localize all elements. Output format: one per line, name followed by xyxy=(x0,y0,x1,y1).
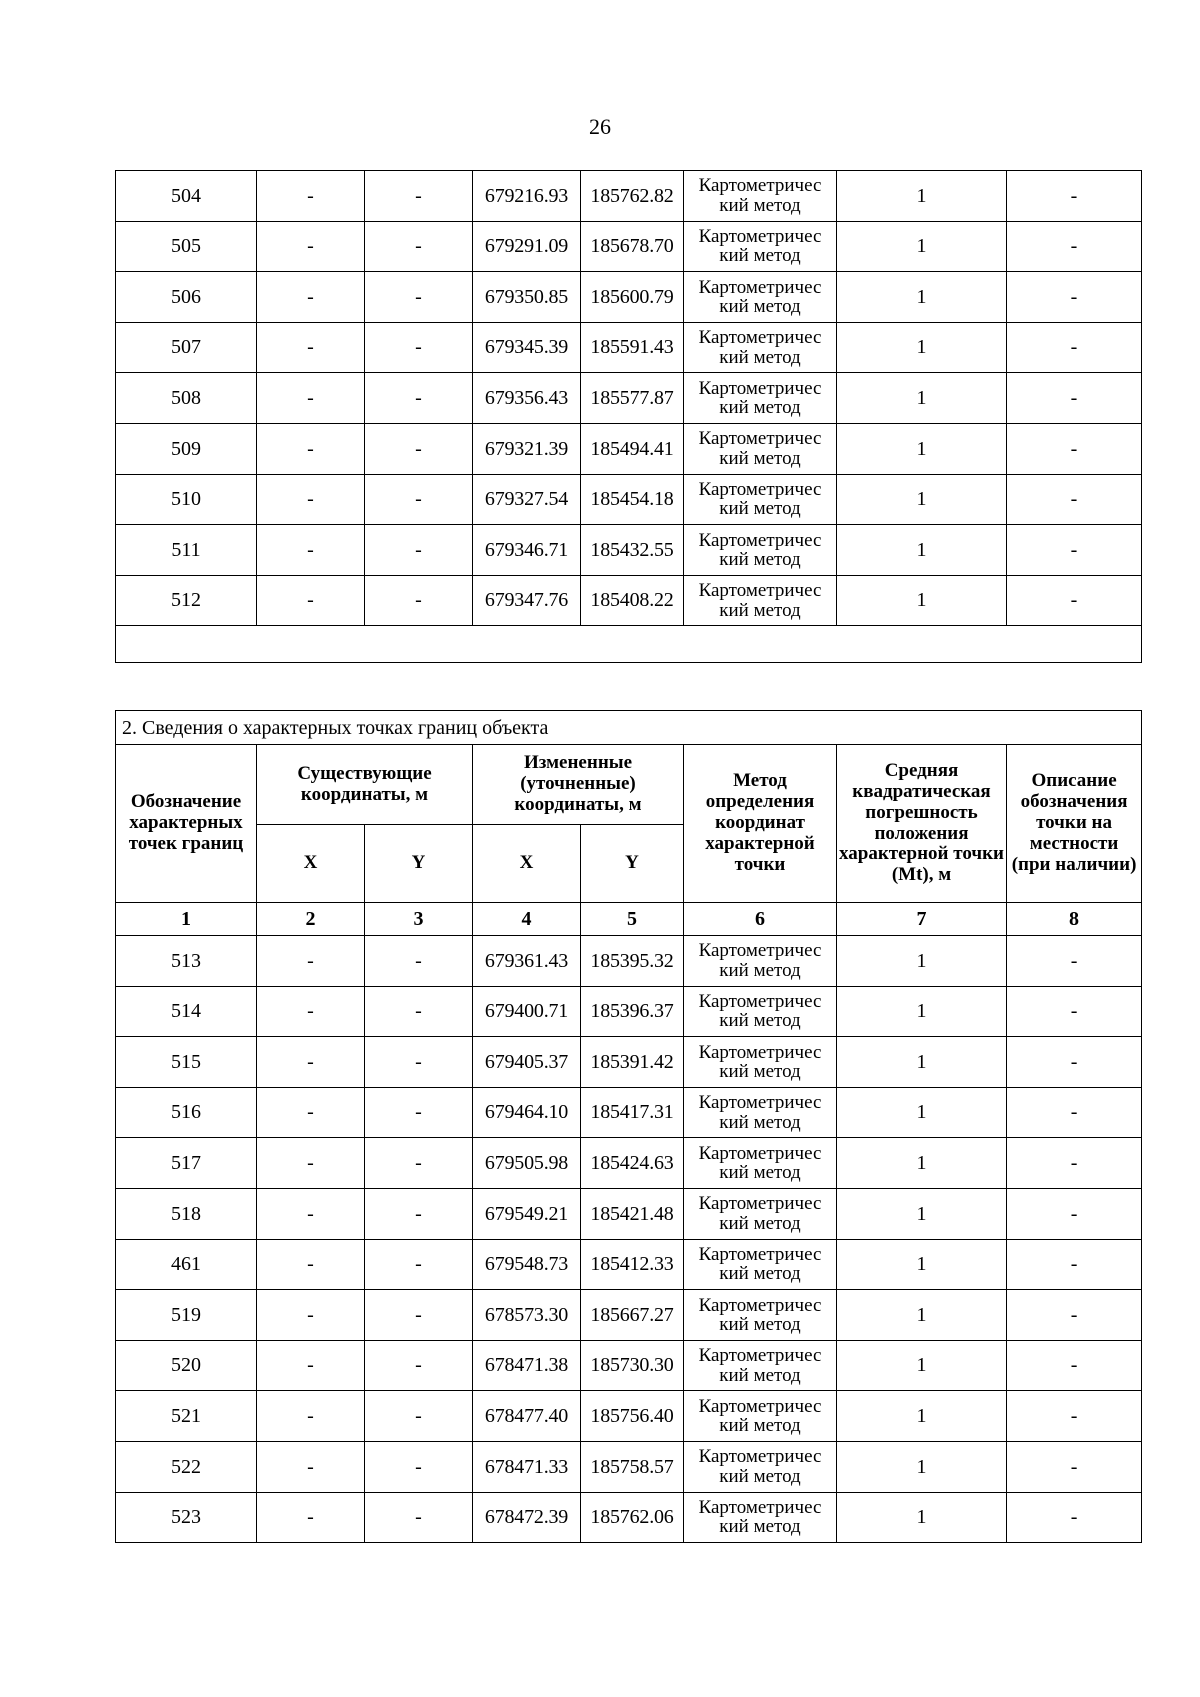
column-number: 7 xyxy=(837,903,1007,936)
cell-description: - xyxy=(1007,171,1142,222)
cell-existing-y: - xyxy=(365,525,473,576)
cell-y: 185494.41 xyxy=(581,423,684,474)
cell-y: 185421.48 xyxy=(581,1188,684,1239)
cell-method: Картометричес кий метод xyxy=(684,1391,837,1442)
cell-x: 679548.73 xyxy=(473,1239,581,1290)
table-row xyxy=(116,1239,1142,1290)
cell-x: 679405.37 xyxy=(473,1037,581,1088)
cell-y: 185432.55 xyxy=(581,525,684,576)
cell-method: Картометричес кий метод xyxy=(684,1037,837,1088)
cell-existing-y: - xyxy=(365,986,473,1037)
table-row xyxy=(116,171,1142,222)
header-method: Метод определения координат характерной точки xyxy=(684,745,837,903)
table-row xyxy=(116,1391,1142,1442)
column-number: 5 xyxy=(581,903,684,936)
cell-y: 185667.27 xyxy=(581,1290,684,1341)
cell-x: 678472.39 xyxy=(473,1492,581,1543)
cell-existing-x: - xyxy=(257,1492,365,1543)
cell-x: 678471.33 xyxy=(473,1441,581,1492)
cell-mean-error: 1 xyxy=(837,1492,1007,1543)
cell-existing-y: - xyxy=(365,272,473,323)
header-changed-x: X xyxy=(473,825,581,903)
table-row xyxy=(116,1492,1142,1543)
cell-x: 679350.85 xyxy=(473,272,581,323)
cell-mean-error: 1 xyxy=(837,525,1007,576)
cell-mean-error: 1 xyxy=(837,373,1007,424)
cell-existing-x: - xyxy=(257,474,365,525)
cell-x: 678471.38 xyxy=(473,1340,581,1391)
table-row xyxy=(116,1290,1142,1341)
table-row xyxy=(116,986,1142,1037)
cell-method: Картометричес кий метод xyxy=(684,986,837,1037)
cell-description: - xyxy=(1007,1340,1142,1391)
cell-mean-error: 1 xyxy=(837,272,1007,323)
cell-mean-error: 1 xyxy=(837,474,1007,525)
cell-description: - xyxy=(1007,1138,1142,1189)
cell-existing-x: - xyxy=(257,171,365,222)
cell-method: Картометричес кий метод xyxy=(684,1138,837,1189)
cell-mean-error: 1 xyxy=(837,1138,1007,1189)
cell-existing-x: - xyxy=(257,986,365,1037)
cell-mean-error: 1 xyxy=(837,171,1007,222)
table-row xyxy=(116,575,1142,626)
cell-y: 185678.70 xyxy=(581,221,684,272)
cell-y: 185591.43 xyxy=(581,322,684,373)
cell-method: Картометричес кий метод xyxy=(684,1188,837,1239)
cell-description: - xyxy=(1007,575,1142,626)
header-mean-error: Средняя квадратическая погрешность положения характерной точки (Mt), м xyxy=(837,745,1007,903)
header-existing-coords: Существующие координаты, м xyxy=(257,745,473,825)
cell-x: 679356.43 xyxy=(473,373,581,424)
cell-method: Картометричес кий метод xyxy=(684,221,837,272)
cell-method: Картометричес кий метод xyxy=(684,1239,837,1290)
cell-method: Картометричес кий метод xyxy=(684,373,837,424)
cell-point-id: 522 xyxy=(116,1441,257,1492)
cell-existing-x: - xyxy=(257,1391,365,1442)
cell-description: - xyxy=(1007,373,1142,424)
cell-point-id: 510 xyxy=(116,474,257,525)
cell-point-id: 511 xyxy=(116,525,257,576)
cell-y: 185396.37 xyxy=(581,986,684,1037)
header-existing-y: Y xyxy=(365,825,473,903)
cell-x: 679216.93 xyxy=(473,171,581,222)
cell-x: 678477.40 xyxy=(473,1391,581,1442)
cell-x: 679464.10 xyxy=(473,1087,581,1138)
table-row xyxy=(116,525,1142,576)
cell-description: - xyxy=(1007,1188,1142,1239)
cell-mean-error: 1 xyxy=(837,423,1007,474)
cell-description: - xyxy=(1007,1492,1142,1543)
cell-method: Картометричес кий метод xyxy=(684,171,837,222)
table-row xyxy=(116,1441,1142,1492)
column-number: 4 xyxy=(473,903,581,936)
cell-existing-x: - xyxy=(257,1340,365,1391)
cell-existing-x: - xyxy=(257,936,365,987)
cell-description: - xyxy=(1007,1290,1142,1341)
cell-y: 185417.31 xyxy=(581,1087,684,1138)
cell-method: Картометричес кий метод xyxy=(684,1492,837,1543)
table-row xyxy=(116,1087,1142,1138)
table-title: 2. Сведения о характерных точках границ объекта xyxy=(116,711,1142,745)
cell-y: 185454.18 xyxy=(581,474,684,525)
column-number: 1 xyxy=(116,903,257,936)
cell-existing-y: - xyxy=(365,1239,473,1290)
cell-existing-x: - xyxy=(257,221,365,272)
cell-y: 185577.87 xyxy=(581,373,684,424)
cell-mean-error: 1 xyxy=(837,221,1007,272)
table-row xyxy=(116,1188,1142,1239)
cell-existing-x: - xyxy=(257,1441,365,1492)
cell-mean-error: 1 xyxy=(837,1087,1007,1138)
cell-existing-x: - xyxy=(257,525,365,576)
cell-x: 679361.43 xyxy=(473,936,581,987)
cell-point-id: 514 xyxy=(116,986,257,1037)
cell-existing-x: - xyxy=(257,1239,365,1290)
table1-body xyxy=(116,171,1142,663)
cell-existing-y: - xyxy=(365,474,473,525)
cell-method: Картометричес кий метод xyxy=(684,474,837,525)
cell-y: 185391.42 xyxy=(581,1037,684,1088)
column-number: 6 xyxy=(684,903,837,936)
cell-mean-error: 1 xyxy=(837,1441,1007,1492)
cell-point-id: 516 xyxy=(116,1087,257,1138)
cell-description: - xyxy=(1007,1239,1142,1290)
cell-existing-y: - xyxy=(365,1087,473,1138)
cell-description: - xyxy=(1007,986,1142,1037)
cell-x: 679400.71 xyxy=(473,986,581,1037)
header-changed-coords: Измененные (уточненные) координаты, м xyxy=(473,745,684,825)
cell-mean-error: 1 xyxy=(837,1037,1007,1088)
cell-point-id: 505 xyxy=(116,221,257,272)
cell-point-id: 523 xyxy=(116,1492,257,1543)
cell-method: Картометричес кий метод xyxy=(684,423,837,474)
table2-header xyxy=(116,711,1142,936)
cell-y: 185600.79 xyxy=(581,272,684,323)
cell-point-id: 509 xyxy=(116,423,257,474)
cell-mean-error: 1 xyxy=(837,1188,1007,1239)
cell-method: Картометричес кий метод xyxy=(684,1340,837,1391)
cell-existing-x: - xyxy=(257,575,365,626)
cell-point-id: 508 xyxy=(116,373,257,424)
table-row xyxy=(116,1340,1142,1391)
cell-x: 679347.76 xyxy=(473,575,581,626)
cell-point-id: 506 xyxy=(116,272,257,323)
cell-mean-error: 1 xyxy=(837,986,1007,1037)
cell-existing-y: - xyxy=(365,171,473,222)
table-row xyxy=(116,373,1142,424)
cell-existing-y: - xyxy=(365,1188,473,1239)
empty-row xyxy=(116,626,1142,663)
empty-cell xyxy=(116,626,1142,663)
table-row xyxy=(116,423,1142,474)
cell-mean-error: 1 xyxy=(837,322,1007,373)
cell-existing-y: - xyxy=(365,1138,473,1189)
cell-method: Картометричес кий метод xyxy=(684,936,837,987)
cell-y: 185424.63 xyxy=(581,1138,684,1189)
cell-y: 185758.57 xyxy=(581,1441,684,1492)
cell-point-id: 517 xyxy=(116,1138,257,1189)
cell-existing-y: - xyxy=(365,423,473,474)
cell-existing-x: - xyxy=(257,423,365,474)
cell-description: - xyxy=(1007,1441,1142,1492)
cell-description: - xyxy=(1007,936,1142,987)
cell-existing-y: - xyxy=(365,575,473,626)
cell-mean-error: 1 xyxy=(837,936,1007,987)
cell-existing-y: - xyxy=(365,1441,473,1492)
cell-point-id: 512 xyxy=(116,575,257,626)
cell-existing-x: - xyxy=(257,1087,365,1138)
cell-y: 185762.82 xyxy=(581,171,684,222)
cell-existing-y: - xyxy=(365,1290,473,1341)
cell-method: Картометричес кий метод xyxy=(684,322,837,373)
cell-description: - xyxy=(1007,525,1142,576)
header-existing-x: X xyxy=(257,825,365,903)
cell-existing-x: - xyxy=(257,1290,365,1341)
cell-existing-x: - xyxy=(257,322,365,373)
cell-method: Картометричес кий метод xyxy=(684,1290,837,1341)
header-point-designation: Обозначение характерных точек границ xyxy=(116,745,257,903)
table-row xyxy=(116,936,1142,987)
cell-point-id: 504 xyxy=(116,171,257,222)
cell-point-id: 513 xyxy=(116,936,257,987)
cell-point-id: 507 xyxy=(116,322,257,373)
cell-existing-y: - xyxy=(365,1340,473,1391)
cell-x: 679327.54 xyxy=(473,474,581,525)
cell-existing-x: - xyxy=(257,1188,365,1239)
table-row xyxy=(116,1037,1142,1088)
cell-description: - xyxy=(1007,1037,1142,1088)
column-number: 2 xyxy=(257,903,365,936)
cell-mean-error: 1 xyxy=(837,1290,1007,1341)
header-description: Описание обозначения точки на местности (при наличии) xyxy=(1007,745,1142,903)
cell-existing-y: - xyxy=(365,373,473,424)
cell-x: 679345.39 xyxy=(473,322,581,373)
cell-existing-x: - xyxy=(257,373,365,424)
cell-existing-y: - xyxy=(365,1391,473,1442)
cell-existing-y: - xyxy=(365,221,473,272)
header-changed-y: Y xyxy=(581,825,684,903)
cell-method: Картометричес кий метод xyxy=(684,575,837,626)
cell-point-id: 461 xyxy=(116,1239,257,1290)
cell-existing-y: - xyxy=(365,1037,473,1088)
coordinates-table-continued xyxy=(115,170,1142,663)
cell-x: 679291.09 xyxy=(473,221,581,272)
cell-description: - xyxy=(1007,221,1142,272)
cell-x: 679505.98 xyxy=(473,1138,581,1189)
cell-description: - xyxy=(1007,322,1142,373)
table-row xyxy=(116,474,1142,525)
table-row xyxy=(116,322,1142,373)
cell-y: 185408.22 xyxy=(581,575,684,626)
cell-y: 185756.40 xyxy=(581,1391,684,1442)
column-number: 3 xyxy=(365,903,473,936)
cell-description: - xyxy=(1007,474,1142,525)
boundary-points-table xyxy=(115,710,1142,1543)
cell-existing-x: - xyxy=(257,1037,365,1088)
cell-existing-y: - xyxy=(365,322,473,373)
cell-x: 679346.71 xyxy=(473,525,581,576)
cell-point-id: 519 xyxy=(116,1290,257,1341)
column-number: 8 xyxy=(1007,903,1142,936)
cell-mean-error: 1 xyxy=(837,1391,1007,1442)
cell-description: - xyxy=(1007,1391,1142,1442)
cell-method: Картометричес кий метод xyxy=(684,525,837,576)
cell-x: 679549.21 xyxy=(473,1188,581,1239)
cell-method: Картометричес кий метод xyxy=(684,272,837,323)
cell-x: 679321.39 xyxy=(473,423,581,474)
cell-mean-error: 1 xyxy=(837,1239,1007,1290)
cell-point-id: 521 xyxy=(116,1391,257,1442)
cell-point-id: 515 xyxy=(116,1037,257,1088)
table-row xyxy=(116,1138,1142,1189)
cell-existing-x: - xyxy=(257,1138,365,1189)
cell-existing-y: - xyxy=(365,936,473,987)
cell-y: 185412.33 xyxy=(581,1239,684,1290)
cell-description: - xyxy=(1007,423,1142,474)
cell-description: - xyxy=(1007,272,1142,323)
table-row xyxy=(116,221,1142,272)
cell-existing-y: - xyxy=(365,1492,473,1543)
cell-existing-x: - xyxy=(257,272,365,323)
cell-mean-error: 1 xyxy=(837,575,1007,626)
cell-mean-error: 1 xyxy=(837,1340,1007,1391)
page-number: 26 xyxy=(589,114,611,139)
cell-point-id: 520 xyxy=(116,1340,257,1391)
table-row xyxy=(116,272,1142,323)
table2-body xyxy=(116,936,1142,1543)
cell-method: Картометричес кий метод xyxy=(684,1087,837,1138)
cell-x: 678573.30 xyxy=(473,1290,581,1341)
cell-description: - xyxy=(1007,1087,1142,1138)
cell-y: 185395.32 xyxy=(581,936,684,987)
cell-y: 185730.30 xyxy=(581,1340,684,1391)
cell-method: Картометричес кий метод xyxy=(684,1441,837,1492)
cell-point-id: 518 xyxy=(116,1188,257,1239)
cell-y: 185762.06 xyxy=(581,1492,684,1543)
